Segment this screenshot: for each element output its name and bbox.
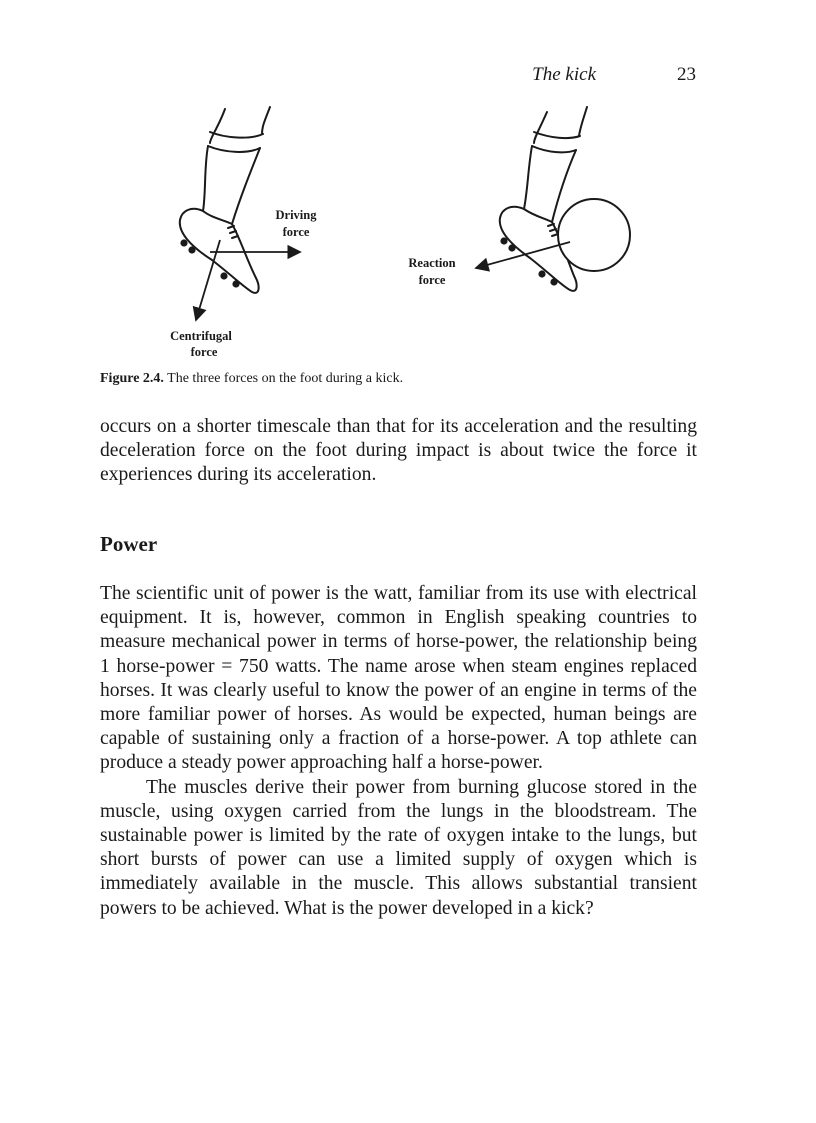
left-stud-2	[189, 247, 194, 252]
centrifugal-force-label-1: Centrifugal	[170, 329, 232, 343]
section-heading: Power	[100, 532, 158, 556]
figure-caption	[100, 371, 403, 387]
running-head-title: The kick	[532, 64, 596, 85]
right-stud-2	[509, 245, 514, 250]
right-leg-shin-back	[579, 107, 587, 136]
reaction-force-label-2: force	[418, 273, 446, 287]
driving-force-label-1: Driving	[275, 208, 317, 222]
right-sock-band	[532, 132, 580, 152]
section-body	[100, 582, 697, 921]
left-leg-shin-front	[210, 109, 225, 143]
left-stud-1	[181, 240, 186, 245]
reaction-force-arrow	[476, 242, 570, 268]
continuation-paragraph-block	[100, 415, 697, 488]
reaction-force-label-1: Reaction	[408, 256, 456, 270]
continuation-paragraph: occurs on a shorter timescale than that for its acceleration and the resulting deceleration force on the foot during impact is about twice the force it experiences during its acceleration.	[100, 416, 697, 486]
body-paragraph-1: The scientific unit of power is the watt, familiar from its use with electrical equipment. It is, however, common in English speaking countries to measure mechanical power in terms of horse-power, the relationship being 1 horse-power = 750 watts. The name arose when steam engines replaced horses. It was clearly useful to know the power of an engine in terms of the more familiar power of horses. As would be expected, human beings are capable of sustaining only a fraction of a horse-power. A top athlete can produce a steady power approaching half a horse-power.	[100, 583, 697, 774]
figure-kick-forces	[100, 98, 660, 363]
left-sock-band	[208, 132, 263, 152]
page-number: 23	[677, 64, 696, 85]
right-stud-3	[539, 271, 544, 276]
football	[558, 199, 630, 271]
body-paragraph-2: The muscles derive their power from burning glucose stored in the muscle, using oxygen carried from the lungs in the bloodstream. The sustainable power is limited by the rate of oxygen intake to the lungs, but short bursts of power can use a limited supply of oxygen which is immediately available in the muscle. This allows substantial transient powers to be achieved. What is the power developed in a kick?	[100, 776, 697, 919]
figure-caption-text: The three forces on the foot during a kick.	[167, 371, 404, 386]
right-leg-shin-front	[534, 112, 547, 143]
driving-force-label-2: force	[282, 225, 310, 239]
centrifugal-force-label-2: force	[190, 345, 218, 359]
figure-caption-label: Figure 2.4.	[100, 371, 164, 386]
left-stud-3	[221, 273, 226, 278]
right-stud-4	[551, 279, 556, 284]
left-stud-4	[233, 281, 238, 286]
left-leg-shin-back	[262, 107, 270, 134]
right-stud-1	[501, 238, 506, 243]
left-sock	[203, 146, 260, 224]
left-leg-illustration	[180, 107, 270, 293]
right-leg-illustration	[500, 107, 630, 291]
